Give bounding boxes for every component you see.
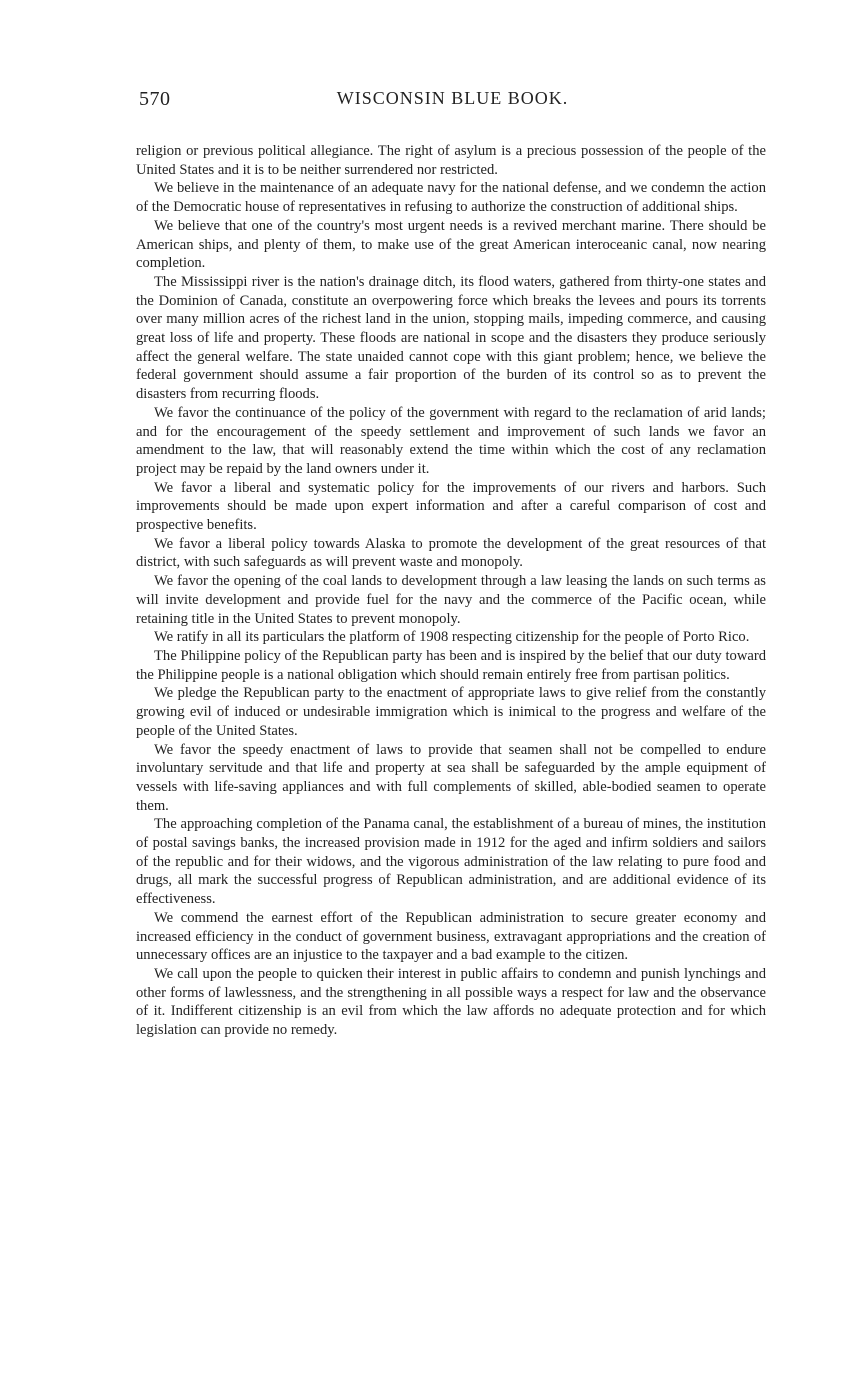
running-title: WISCONSIN BLUE BOOK. xyxy=(336,88,569,108)
paragraph-asylum: religion or previous political allegiance. The right of asylum is a precious possession of the people of the United States and it is to be neither surrendered nor restricted. xyxy=(136,143,766,178)
paragraph-reclamation: We favor the continuance of the policy of the government with regard to the reclamation of arid lands; and for the encouragement of the speedy settlement and improvement of such lands we favor an amendment to the law, that will reasonably extend the time within which the cost of any reclamation project may be repaid by the land owners under it. xyxy=(136,404,766,477)
paragraph-porto-rico: We ratify in all its particulars the platform of 1908 respecting citizenship for the people of Porto Rico. xyxy=(154,629,750,646)
paragraph-navy: We believe in the maintenance of an adequate navy for the national defense, and we condemn the action of the Democratic house of representatives in refusing to authorize the construction of additional ships. xyxy=(136,180,766,216)
paragraph-economy: We commend the earnest effort of the Republican administration to secure greater economy and increased efficiency in the conduct of government business, extravagant appropriations and the creation of unnecessary offices are an injustice to the taxpayer and a bad example to the citizen. xyxy=(136,909,766,964)
paragraph-seamen: We favor the speedy enactment of laws to provide that seamen shall not be compelled to endure involuntary servitude and that life and property at sea shall be safeguarded by the ample equipment of vessels with life-saving appliances and with full complements of skilled, able-bodied seamen to operate them. xyxy=(136,741,766,814)
paragraph-rivers-harbors: We favor a liberal and systematic policy for the improvements of our rivers and harbors. Such improvements should be made upon expert information and after a careful comparison of cost and prospective benefits. xyxy=(136,479,766,534)
paragraph-alaska: We favor a liberal policy towards Alaska to promote the development of the great resources of that district, with such safeguards as will prevent waste and monopoly. xyxy=(136,535,766,571)
paragraph-philippine: The Philippine policy of the Republican party has been and is inspired by the belief that our duty toward the Philippine people is a national obligation which should remain entirely free from partisan politics. xyxy=(136,647,766,683)
body-text xyxy=(136,142,766,1040)
paragraph-coal-lands: We favor the opening of the coal lands to development through a law leasing the lands on such terms as will invite development and provide fuel for the navy and the commerce of the Pacific ocean, while retaining title in the United States to prevent monopoly. xyxy=(136,573,766,627)
paragraph-lawlessness: We call upon the people to quicken their interest in public affairs to condemn and punish lynchings and other forms of lawlessness, and the strengthening in all possible ways a respect for law and the observance of it. Indifferent citizenship is an evil from which the law affords no adequate protection and for which legislation can provide no remedy. xyxy=(136,965,766,1039)
paragraph-immigration: We pledge the Republican party to the enactment of appropriate laws to give relief from the constantly growing evil of induced or undesirable immigration which is inimical to the progress and welfare of the people of the United States. xyxy=(136,685,766,739)
paragraph-panama-canal: The approaching completion of the Panama canal, the establishment of a bureau of mines, the institution of postal savings banks, the increased provision made in 1912 for the aged and infirm soldiers and sailors of the republic and for their widows, and the vigorous administration of the law relating to pure food and drugs, all mark the successful progress of Republican administration, and are additional evidence of its effectiveness. xyxy=(136,816,766,908)
page-number: 570 xyxy=(139,88,171,110)
page-header xyxy=(139,88,766,118)
paragraph-merchant-marine: We believe that one of the country's most urgent needs is a revived merchant marine. There should be American ships, and plenty of them, to make use of the great American interoceanic canal, now nearing completion. xyxy=(136,217,766,272)
paragraph-mississippi: The Mississippi river is the nation's drainage ditch, its flood waters, gathered from thirty-one states and the Dominion of Canada, constitute an overpowering force which breaks the levees and pours its torrents over many million acres of the richest land in the union, stopping mails, impeding commerce, and causing great loss of life and property. These floods are national in scope and the disasters they produce seriously affect the general welfare. The state unaided cannot cope with this giant problem; hence, we believe the federal government should assume a fair proportion of the burden of its control so as to prevent the disasters from recurring floods. xyxy=(136,273,766,403)
